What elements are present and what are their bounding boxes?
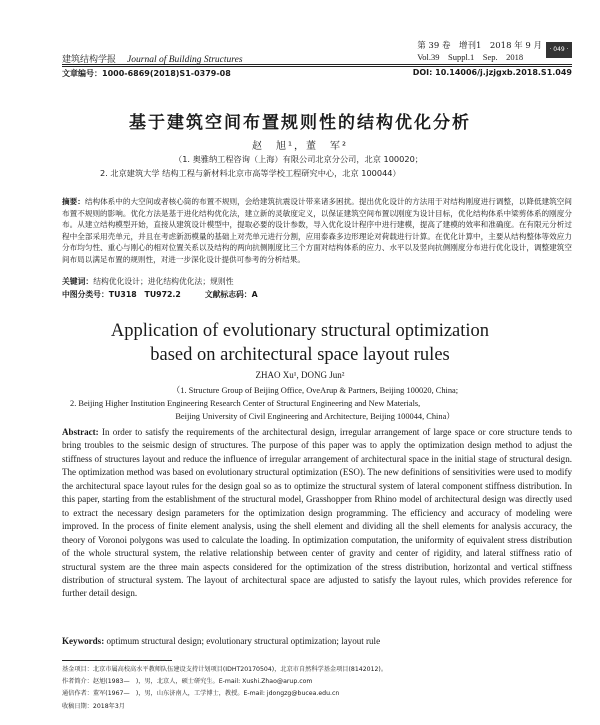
abstract-en-text: In order to satisfy the requirements of the architectural design, irregular arrangement of large space or core structure tends to bring troubles to the seismic design of structures. The purpose of this paper was to apply the optimization design method to adjust the stiffness of structures layout and reduce the influence of irregular arrangement of architectural space in the initial stage of structural design. The optimization method was based on evolutionary structural optimization (ESO). The new definitions of sensitivities were used to modify the architectural space layout rules for the design goal so as to optimize the structural system of lateral component stiffness distribution. In this paper, starting from the establishment of the structural model, Grasshopper from Rhino model of architectural design was directly used to extract the necessary design parameters for the optimization design programming. The efficiency and accuracy of modeling were improved. In the process of finite element analysis, using the shell element and dividing all the shell elements for analysis accuracy, the theory of Voronoi polygons was used to calculate the loading. In optimization computation, the uniformity of equivalent stress distribution of the whole structural system, the relative relationship between center of gravity and center of rigidity, and lateral stiffness ratio of structural system are the three main aspects considered for the optimization of the stress distribution, horizontal and vertical stiffness distribution of structural system. The layout of architectural space are adjusted to satisfy the layout rules, which provides reference for further detail design.	[62, 427, 572, 599]
issue-info-cn: 第 39 卷 增刊1 2018 年 9 月	[417, 41, 542, 51]
header-rule	[62, 64, 572, 65]
article-number: 文章编号：1000-6869(2018)S1-0379-08	[62, 69, 231, 78]
affiliation-en-3: Beijing University of Civil Engineering and Architecture, Beijing 100044, China）	[175, 412, 455, 421]
classification-cn	[62, 289, 572, 300]
authors-cn: 赵 旭¹，董 军²	[251, 141, 349, 152]
page-badge: · 049 ·	[546, 42, 572, 58]
doi: DOI: 10.14006/j.jzjgxb.2018.S1.049	[412, 68, 572, 77]
header-rule-thin	[62, 66, 572, 67]
footnote-rule	[62, 660, 172, 661]
keywords-en-label: Keywords:	[62, 636, 105, 646]
keywords-en-text: optimum structural design; evolutionary structural optimization; layout rule	[104, 636, 381, 646]
keywords-en	[62, 636, 572, 646]
affiliation-cn-1: （1. 奥雅纳工程咨询（上海）有限公司北京分公司，北京 100020；	[174, 154, 423, 164]
keywords-cn-label: 关键词：	[62, 277, 94, 286]
document-code: 文献标志码：A	[204, 290, 258, 299]
footnote-received: 收稿日期：2018年3月	[62, 702, 125, 710]
title-cn: 基于建筑空间布置规则性的结构优化分析	[129, 113, 471, 133]
keywords-cn	[62, 276, 572, 287]
affiliation-en-1: （1. Structure Group of Beijing Office, OveArup & Partners, Beijing 100020, China;	[171, 386, 459, 395]
abstract-en-label: Abstract:	[62, 427, 99, 437]
footnotes	[62, 664, 572, 713]
issue-info	[417, 41, 542, 63]
abstract-en	[62, 426, 572, 601]
keywords-cn-text: 结构优化设计；进化结构优化法；规则性	[93, 277, 234, 286]
clc-number: 中图分类号：TU318 TU972.2	[62, 290, 181, 299]
affiliation-cn-2: 2. 北京建筑大学 结构工程与新材料北京市高等学校工程研究中心，北京 100044）	[100, 168, 401, 178]
affiliations-en	[70, 384, 560, 423]
footnote-corresponding: 通信作者：董军(1967— )，男，山东济南人，工学博士，教授。E-mail: jdongzg@bucea.edu.cn	[62, 690, 340, 698]
affiliations-cn	[100, 152, 560, 180]
footnote-author: 作者简介：赵旭(1983— )，男，北京人，硕士研究生。E-mail: Xushi.Zhao@arup.com	[62, 678, 313, 686]
journal-name-cn: 建筑结构学报	[62, 55, 117, 65]
abstract-cn	[62, 196, 572, 266]
journal-name-en: Journal of Building Structures	[127, 55, 243, 65]
title-en-line-2: based on architectural space layout rules	[150, 345, 450, 365]
abstract-cn-text: 结构体系中的大空间或者核心筒的布置不规则，会给建筑抗震设计带来诸多困扰。提出优化设计的方法用于对结构刚度进行调整，以降低建筑空间布置不规则的影响。优化方法是基于进化结构优化法，建立新的灵敏度定义，以保证建筑空间布置以刚度为设计目标，优化结构体系中梁剪体系的刚度分布。从建立结构模型开始，直接从建筑设计模型中，提取必要的设计参数，导入优化设计程序中进行建模，提高了建模的效率和准确度。在有限元分析过程中全部采用壳单元，并且在考虑新沥模量的基础上对壳单元进行分割，应用泰森多边形理论对荷载进行计算。在优化计算中，主要从结构整体等效应力分布均匀性、重心与刚心的相对位置关系以及结构的两向抗侧刚度比三个方面对结构体系的应力、水平以及竖向抗侧刚度分布进行优化设计，调整建筑空间布局以满足布置的规则性，对进一步深化设计提供可参考的分析结果。	[62, 197, 572, 264]
affiliation-en-2: 2. Beijing Higher Institution Engineering Research Center of Structural Engineering and New Materials,	[70, 399, 421, 408]
authors-en: ZHAO Xu¹, DONG Jun²	[255, 370, 345, 380]
title-en-line-1: Application of evolutionary structural optimization	[110, 321, 490, 341]
article-id-row	[62, 68, 572, 80]
title-en	[0, 319, 600, 367]
footnote-funding: 基金项目：北京市属高校高水平教师队伍建设支持计划项目(IDHT20170504)，北京市自然科学基金项目(8142012)。	[62, 666, 388, 673]
abstract-cn-label: 摘要：	[62, 197, 85, 206]
issue-info-en: Vol.39 Suppl.1 Sep. 2018	[417, 52, 524, 62]
